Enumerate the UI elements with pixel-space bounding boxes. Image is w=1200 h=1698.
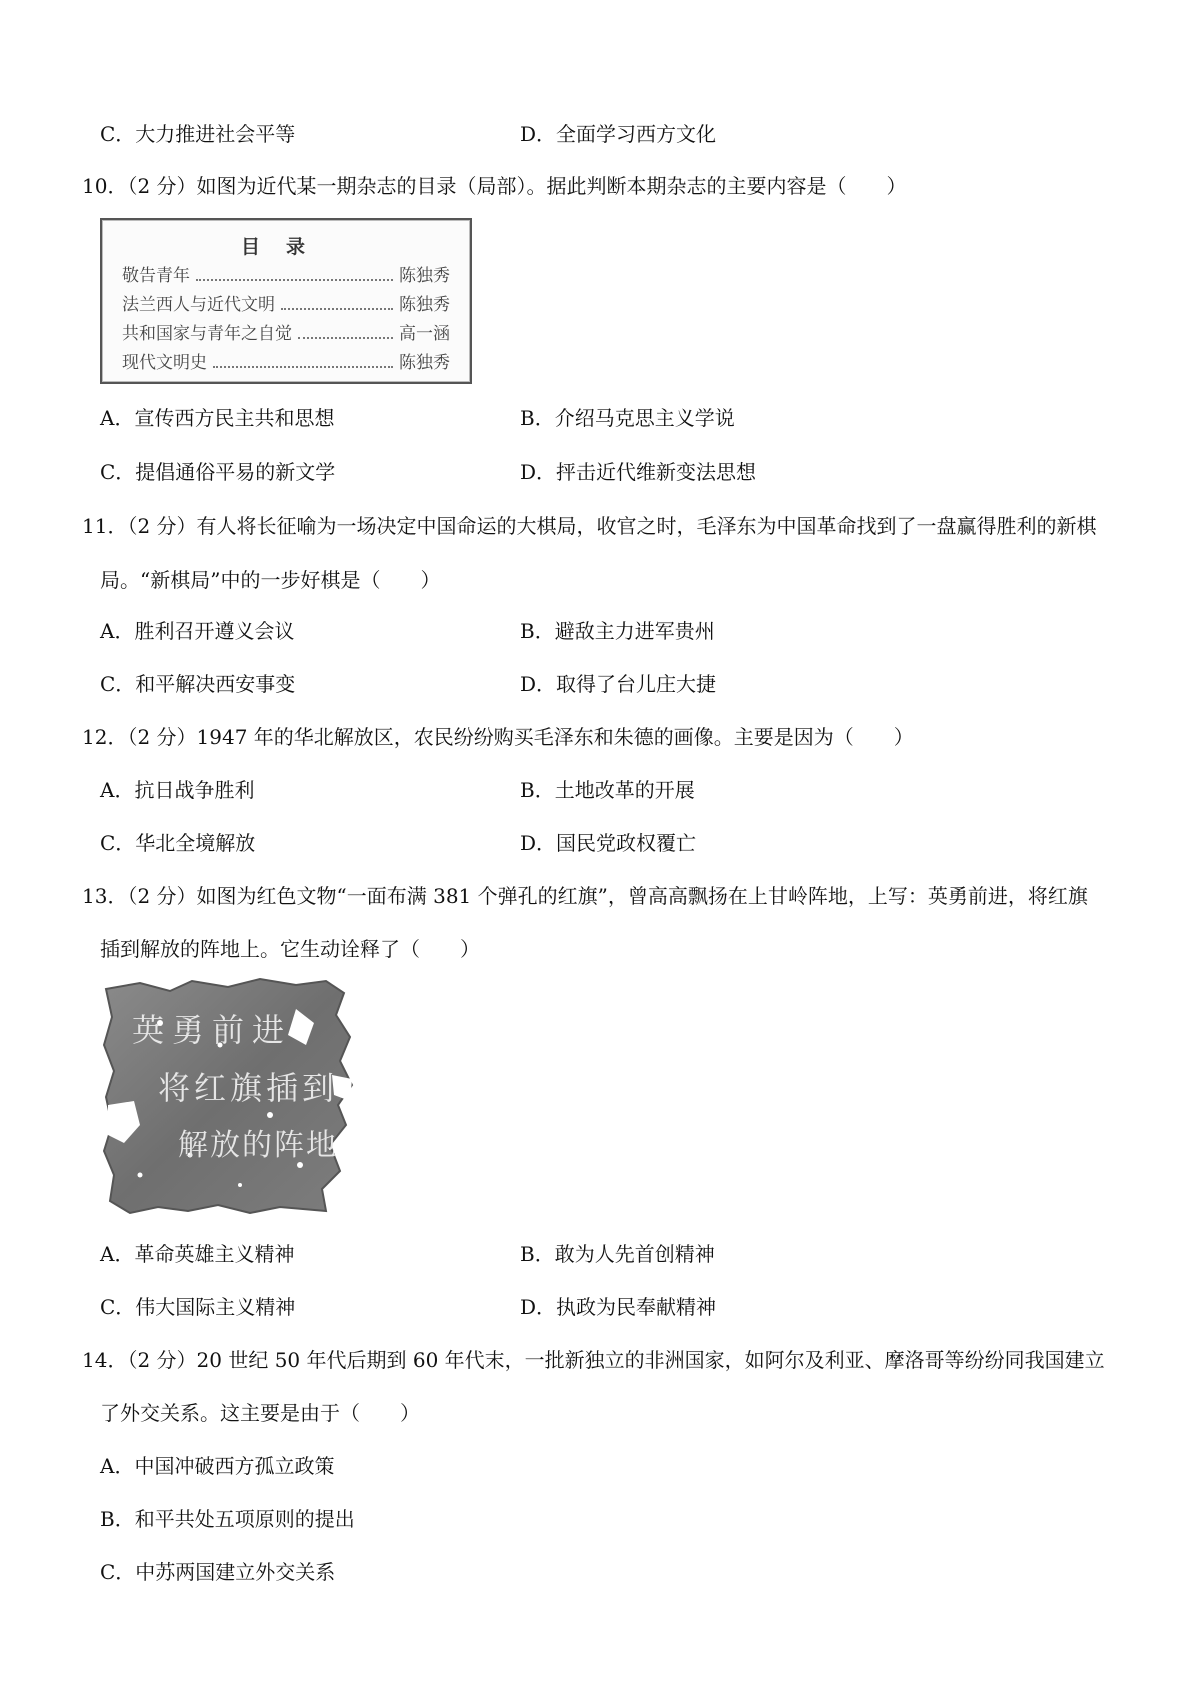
q10-stem: 10．（2 分）如图为近代某一期杂志的目录（局部）。据此判断本期杂志的主要内容是（ ）: [82, 174, 907, 198]
q11-option-d[interactable]: D．取得了台儿庄大捷: [520, 672, 717, 696]
q12-stem: 12．（2 分）1947 年的华北解放区，农民纷纷购买毛泽东和朱德的画像。主要是因为（ ）: [82, 725, 914, 749]
flag-line-1: 英勇前进: [132, 1011, 293, 1049]
q13-stem-line1: 13．（2 分）如图为红色文物“一面布满 381 个弹孔的红旗”，曾高高飘扬在上甘岭阵地，上写：英勇前进，将红旗: [82, 884, 1088, 908]
toc-entry: [122, 293, 450, 317]
q13-stem-line2: 插到解放的阵地上。它生动诠释了（ ）: [100, 937, 480, 961]
toc-entry-title: 共和国家与青年之自觉: [122, 324, 292, 344]
q11-option-a[interactable]: A．胜利召开遵义会议: [100, 619, 295, 643]
toc-entry-author: 高一涵: [399, 324, 450, 344]
q14-option-a[interactable]: A．中国冲破西方孤立政策: [100, 1454, 335, 1478]
q12-option-d[interactable]: D．国民党政权覆亡: [520, 831, 697, 855]
q14-stem-line2: 了外交关系。这主要是由于（ ）: [100, 1401, 420, 1425]
toc-leader-dots: [281, 308, 393, 310]
q11-option-b[interactable]: B．避敌主力进军贵州: [520, 619, 715, 643]
q14-option-b[interactable]: B．和平共处五项原则的提出: [100, 1507, 355, 1531]
bullet-hole: [238, 1183, 242, 1187]
bullet-hole: [138, 1173, 143, 1178]
flag-line-3: 解放的阵地: [178, 1128, 338, 1163]
q10-option-b[interactable]: B．介绍马克思主义学说: [520, 406, 735, 430]
q12-option-a[interactable]: A．抗日战争胜利: [100, 778, 255, 802]
toc-entry-title: 现代文明史: [122, 353, 207, 373]
q10-option-d[interactable]: D．抨击近代维新变法思想: [520, 460, 757, 484]
bullet-hole: [267, 1112, 273, 1118]
toc-entry-title: 法兰西人与近代文明: [122, 295, 275, 315]
q11-option-c[interactable]: C．和平解决西安事变: [100, 672, 296, 696]
q13-option-d[interactable]: D．执政为民奉献精神: [520, 1295, 717, 1319]
magazine-toc-image: [100, 218, 472, 384]
toc-leader-dots: [298, 337, 393, 339]
q13-option-a[interactable]: A．革命英雄主义精神: [100, 1242, 295, 1266]
q11-stem-line1: 11．（2 分）有人将长征喻为一场决定中国命运的大棋局，收官之时，毛泽东为中国革命找到了一盘赢得胜利的新棋: [82, 514, 1097, 538]
q11-stem-line2: 局。“新棋局”中的一步好棋是（ ）: [100, 568, 441, 592]
toc-entry-title: 敬告青年: [122, 266, 190, 286]
q12-option-c[interactable]: C．华北全境解放: [100, 831, 256, 855]
flag-line-2: 将红旗插到: [158, 1069, 339, 1107]
toc-entry-author: 陈独秀: [399, 353, 450, 373]
q10-option-c[interactable]: C．提倡通俗平易的新文学: [100, 460, 336, 484]
toc-entry-author: 陈独秀: [399, 266, 450, 286]
q14-stem-line1: 14．（2 分）20 世纪 50 年代后期到 60 年代末，一批新独立的非洲国家，如阿尔及利亚、摩洛哥等纷纷同我国建立: [82, 1348, 1105, 1372]
q13-option-b[interactable]: B．敢为人先首创精神: [520, 1242, 715, 1266]
toc-title: 目录: [240, 236, 331, 258]
q13-option-c[interactable]: C．伟大国际主义精神: [100, 1295, 296, 1319]
q12-option-b[interactable]: B．土地改革的开展: [520, 778, 695, 802]
toc-entry: [122, 264, 450, 288]
toc-entry-author: 陈独秀: [399, 295, 450, 315]
toc-leader-dots: [196, 279, 393, 281]
q9-option-d[interactable]: D．全面学习西方文化: [520, 122, 717, 146]
toc-entry: [122, 351, 450, 375]
bullet-hole-flag-image: [100, 975, 380, 1215]
toc-leader-dots: [213, 366, 393, 368]
q10-option-a[interactable]: A．宣传西方民主共和思想: [100, 406, 335, 430]
q14-option-c[interactable]: C．中苏两国建立外交关系: [100, 1560, 336, 1584]
q9-option-c[interactable]: C．大力推进社会平等: [100, 122, 296, 146]
toc-entry: [122, 322, 450, 346]
